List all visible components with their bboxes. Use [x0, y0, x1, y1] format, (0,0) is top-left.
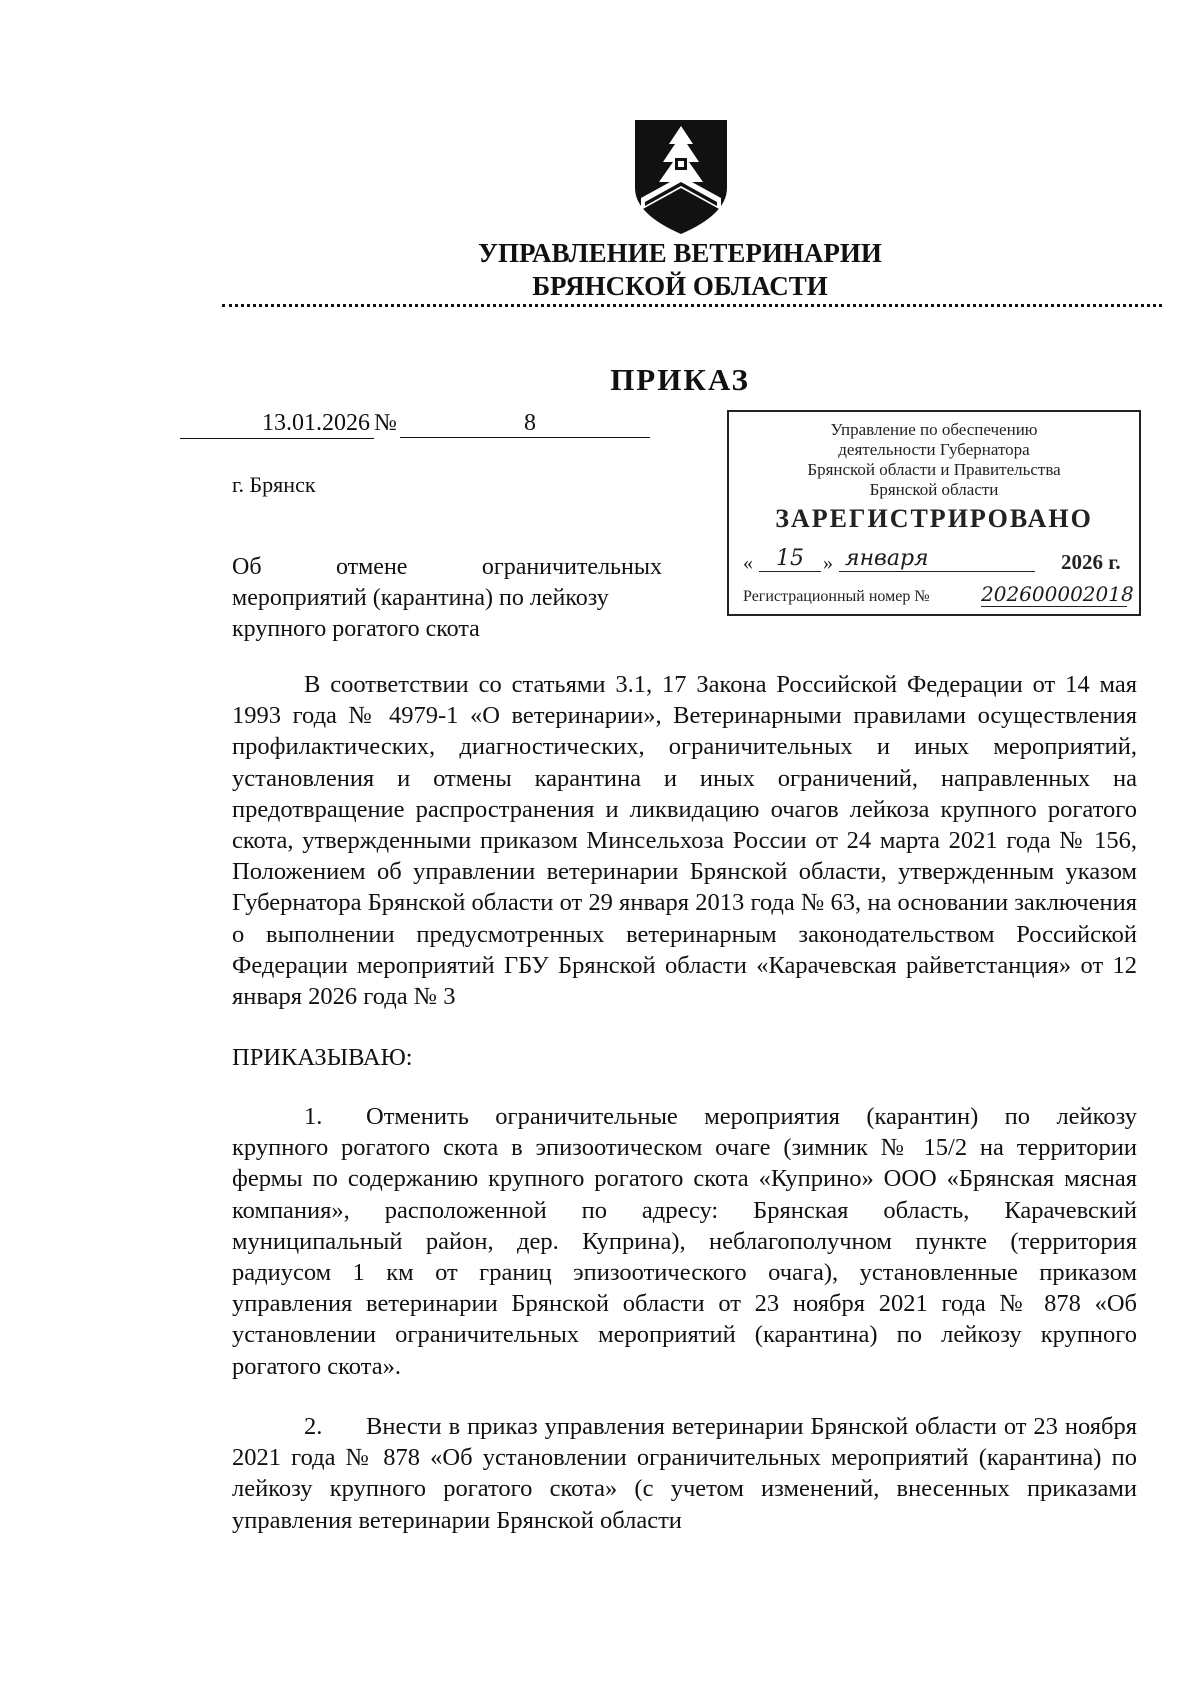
- stamp-day: 15: [759, 546, 821, 572]
- stamp-line: деятельности Губернатора: [838, 440, 1030, 459]
- document-date: 13.01.2026: [180, 408, 374, 439]
- stamp-line: Управление по обеспечению: [830, 420, 1038, 439]
- preamble-paragraph: В соответствии со статьями 3.1, 17 Закона Российской Федерации от 14 мая 1993 года № 4979-1 «О ветеринарии», Ветеринарными правилами осуществления профилактических, диагностических, ограничительных и иных мероприятий, установления и отмены карантина и иных ограничений, направленных на предотвращение распространения и ликвидацию очагов лейкоза крупного рогатого скота, утвержденными приказом Минсельхоза России от 24 марта 2021 года № 156, Положением об управлении ветеринарии Брянской области, утвержденным указом Губернатора Брянской области от 29 января 2013 года № 63, на основании заключения о выполнении предусмотренных ветеринарным законодательством Российской Федерации мероприятий ГБУ Брянской области «Карачевская райветстанция» от 12 января 2026 года № 3: [232, 671, 1137, 1011]
- stamp-registered-label: ЗАРЕГИСТРИРОВАНО: [775, 504, 1093, 533]
- stamp-registration-number: 202600002018: [981, 582, 1134, 606]
- subject-word: Об: [232, 554, 262, 580]
- organization-name-line1: УПРАВЛЕНИЕ ВЕТЕРИНАРИИ: [478, 238, 882, 268]
- registration-stamp: [727, 410, 1141, 616]
- stamp-line: Брянской области и Правительства: [807, 460, 1061, 479]
- subject-word: отмене: [335, 554, 408, 580]
- stamp-line: Брянской области: [869, 480, 999, 499]
- item-number: 2.: [304, 1413, 323, 1440]
- subject-word: ограничительных: [481, 554, 662, 580]
- document-number: 8: [400, 408, 650, 438]
- stamp-date-row: [743, 546, 1133, 576]
- order-item-1: [232, 1101, 1137, 1382]
- document-type-title: ПРИКАЗ: [610, 362, 750, 397]
- order-word: ПРИКАЗЫВАЮ:: [232, 1044, 413, 1071]
- item-text: Внести в приказ управления ветеринарии Брянской области от 23 ноября 2021 года № 878 «Об установлении ограничительных мероприятий (карантина) по лейкозу крупного рогатого скота» (с учетом изменений, внесенных приказами управления ветеринарии Брянской области: [232, 1413, 1137, 1534]
- document-number-label: №: [374, 410, 397, 436]
- order-item-2: [232, 1411, 1137, 1536]
- dotted-divider: [222, 304, 1162, 307]
- subject-rest: мероприятий (карантина) по лейкозу крупного рогатого скота: [232, 585, 609, 642]
- stamp-year: 2026 г.: [1061, 550, 1121, 574]
- item-number: 1.: [304, 1103, 323, 1130]
- organization-name-line2: БРЯНСКОЙ ОБЛАСТИ: [532, 271, 828, 301]
- stamp-registration-label: Регистрационный номер №: [743, 588, 930, 605]
- document-city: г. Брянск: [232, 472, 316, 497]
- stamp-registration-row: [743, 582, 1135, 612]
- coat-of-arms-icon: [631, 118, 731, 236]
- stamp-open-quote: «: [743, 552, 753, 574]
- stamp-month: января: [839, 546, 1035, 572]
- stamp-close-quote: »: [823, 552, 833, 574]
- item-text: Отменить ограничительные мероприятия (карантин) по лейкозу крупного рогатого скота в эпизоотическом очаге (зимник № 15/2 на территории фермы по содержанию крупного рогатого скота «Куприно» ООО «Брянская мясная компания», расположенной по адресу: Брянская область, Карачевский муниципальный район, дер. Куприна), неблагополучном пункте (территория радиусом 1 км от границ эпизоотического очага), установленные приказом управления ветеринарии Брянской области от 23 ноября 2021 года № 878 «Об установлении ограничительных мероприятий (карантина) по лейкозу крупного рогатого скота».: [232, 1103, 1137, 1380]
- document-subject: [232, 552, 662, 645]
